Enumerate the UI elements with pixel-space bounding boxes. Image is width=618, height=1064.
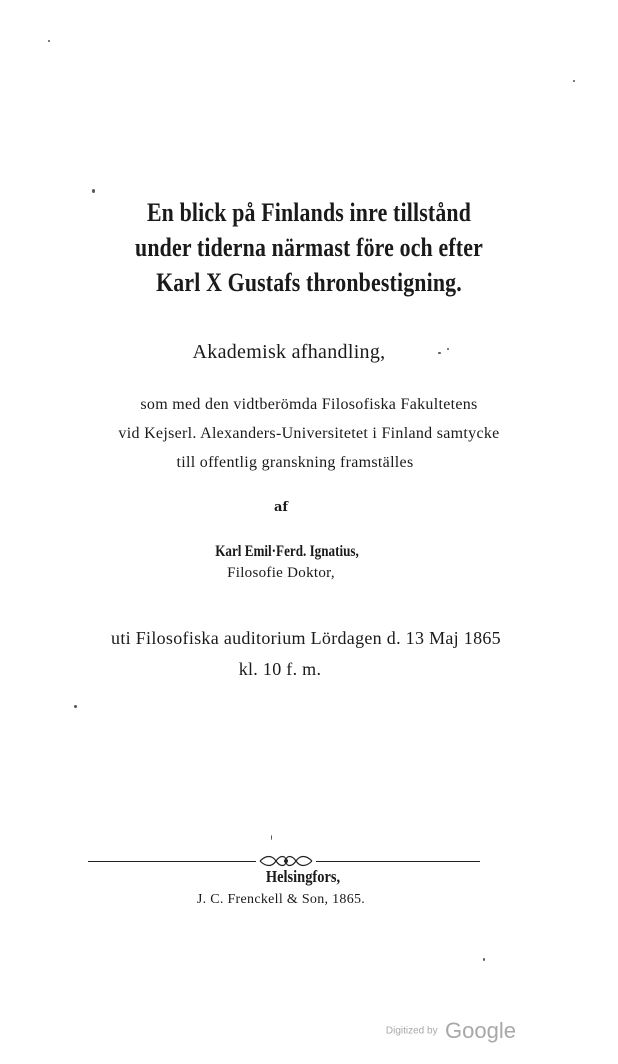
google-logo: Google xyxy=(445,1018,516,1043)
scan-speck xyxy=(92,189,95,193)
scan-speck xyxy=(483,958,485,961)
by-word: af xyxy=(273,500,288,515)
defense-line-2: kl. 10 f. m. xyxy=(238,659,322,679)
body-line-2: vid Kejserl. Alexanders-Universitetet i Finland samtycke xyxy=(118,425,500,442)
defense-line-1: uti Filosofiska auditorium Lördagen d. 13 Maj 1865 xyxy=(111,628,501,648)
imprint-city: Helsingfors, xyxy=(265,867,341,886)
author-degree: Filosofie Doktor, xyxy=(227,565,335,581)
scan-speck xyxy=(48,40,50,42)
ornamental-rule xyxy=(88,854,480,868)
watermark-prefix: Digitized by xyxy=(385,1025,438,1037)
scan-speck xyxy=(573,80,575,82)
subtitle: Akademisk afhandling, xyxy=(192,341,386,363)
scan-speck xyxy=(271,835,272,840)
rule-right-bar xyxy=(316,861,480,862)
title-line-3: Karl X Gustafs thronbestigning. xyxy=(156,268,462,297)
scan-speck xyxy=(74,705,77,708)
rule-left-bar xyxy=(88,861,256,862)
google-watermark xyxy=(386,1018,516,1044)
author-name: Karl Emil·Ferd. Ignatius, xyxy=(215,543,359,560)
title-line-2: under tiderna närmast före och efter xyxy=(135,233,483,262)
body-line-3: till offentlig granskning framställes xyxy=(176,454,414,471)
title-line-1: En blick på Finlands inre tillstånd xyxy=(146,198,472,227)
imprint-publisher: J. C. Frenckell & Son, 1865. xyxy=(196,892,366,907)
body-line-1: som med den vidtberömda Filosofiska Fakultetens xyxy=(140,396,478,413)
flourish-ornament-icon xyxy=(258,854,314,868)
